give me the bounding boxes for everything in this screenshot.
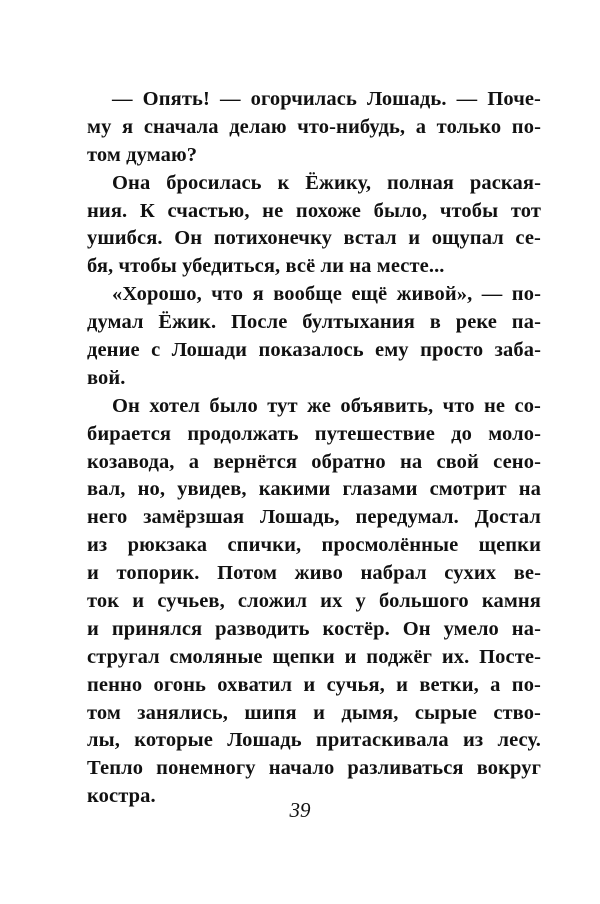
text-line: бя, чтобы убедиться, всё ли на месте... [87,255,445,278]
text-line: му я сначала делаю что-нибудь, а только по- [87,115,541,138]
text-line: том занялись, шипя и дымя, сырые ство- [87,701,541,724]
text-line: дение с Лошади показалось ему просто заба- [87,339,541,362]
text-line: Она бросилась к Ёжику, полная раская- [112,171,541,194]
text-line: вой. [87,366,126,389]
paragraph [87,393,541,811]
text-line: лы, которые Лошадь притаскивала из лесу. [87,729,541,752]
text-line: бирается продолжать путешествие до моло- [87,422,541,445]
text-line: вал, но, увидев, какими глазами смотрит на [87,478,541,501]
paragraph [87,170,541,282]
page-number: 39 [289,798,311,822]
text-line: козавода, а вернётся обратно на свой сено- [87,450,541,473]
text-line: из рюкзака спички, просмолённые щепки [87,534,541,557]
book-page-text [87,86,541,811]
paragraph [87,281,541,393]
text-line: костра. [87,785,156,808]
text-line: ушибся. Он потихонечку встал и ощупал се- [87,227,541,250]
text-line: и принялся разводить костёр. Он умело на- [87,617,541,640]
text-line: ния. К счастью, не похоже было, чтобы тот [87,199,541,222]
text-line: Тепло понемногу начало разливаться вокруг [87,757,541,780]
text-line: и топорик. Потом живо набрал сухих ве- [87,562,541,585]
text-line: ток и сучьев, сложил их у большого камня [87,590,541,613]
paragraph [87,86,541,170]
text-line: «Хорошо, что я вообще ещё живой», — по- [112,283,541,306]
text-line: пенно огонь охватил и сучья, и ветки, а по- [87,673,541,696]
text-line: думал Ёжик. После бултыхания в реке па- [87,311,541,334]
text-line: него замёрзшая Лошадь, передумал. Достал [87,506,541,529]
text-line: стругал смоляные щепки и поджёг их. Посте- [87,645,541,668]
text-line: — Опять! — огорчилась Лошадь. — Поче- [112,88,541,110]
text-line: том думаю? [87,143,198,166]
text-line: Он хотел было тут же объявить, что не со- [112,394,541,417]
